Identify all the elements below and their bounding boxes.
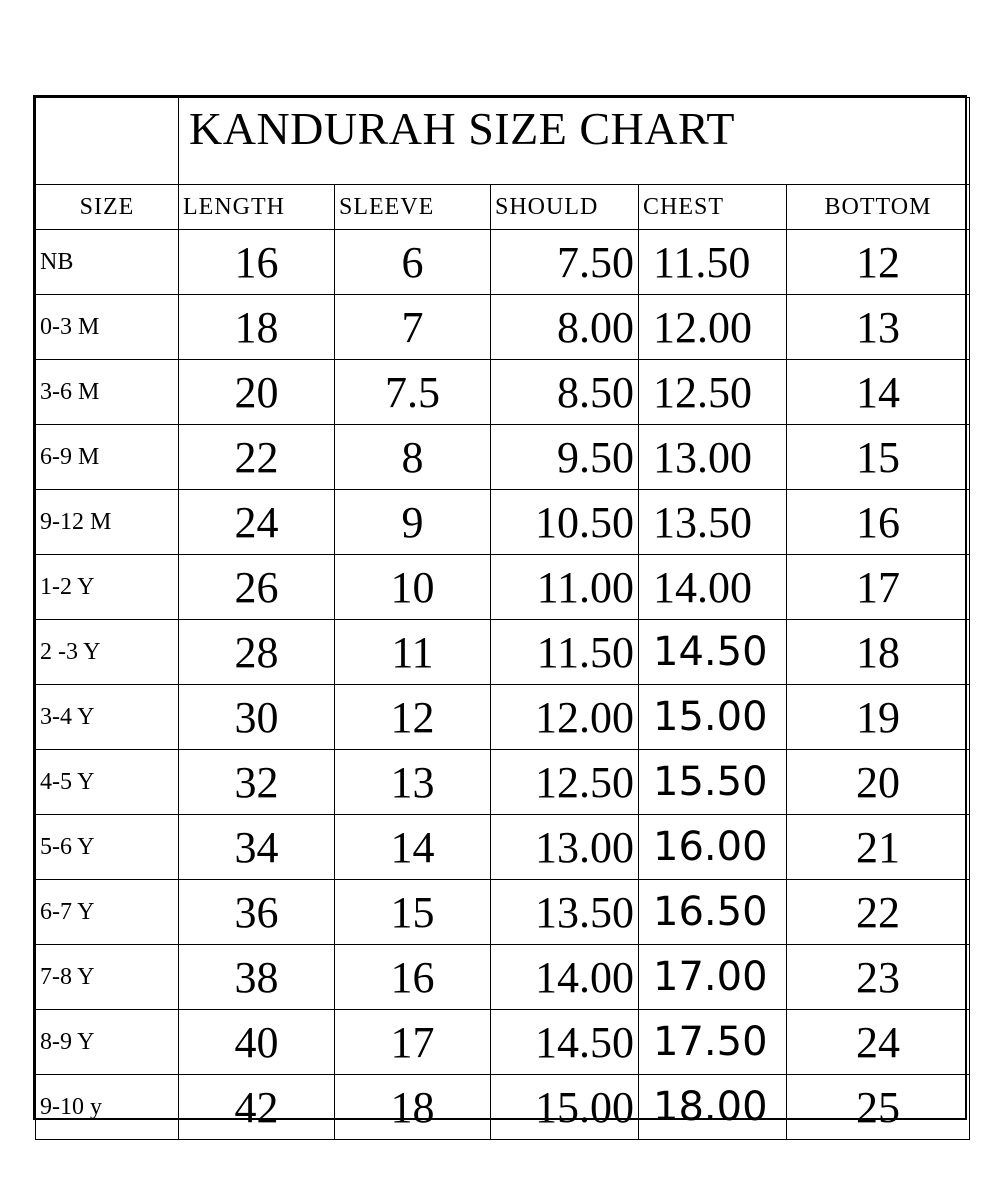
shoulder-cell: 8.50	[491, 360, 639, 425]
table-row	[36, 490, 970, 555]
length-cell: 22	[179, 425, 335, 490]
sleeve-cell: 18	[335, 1075, 491, 1140]
sleeve-cell: 11	[335, 620, 491, 685]
length-cell: 26	[179, 555, 335, 620]
chart-title: KANDURAH SIZE CHART	[179, 98, 970, 185]
length-cell: 28	[179, 620, 335, 685]
chest-cell: 12.00	[639, 295, 787, 360]
header-chest: CHEST	[639, 185, 787, 230]
length-cell: 16	[179, 230, 335, 295]
chest-cell: 17.50	[639, 1010, 787, 1075]
shoulder-cell: 13.00	[491, 815, 639, 880]
table-row	[36, 360, 970, 425]
length-cell: 20	[179, 360, 335, 425]
blank-corner-cell	[36, 98, 179, 185]
sleeve-cell: 7	[335, 295, 491, 360]
length-cell: 30	[179, 685, 335, 750]
chest-cell: 16.50	[639, 880, 787, 945]
length-cell: 38	[179, 945, 335, 1010]
header-row	[36, 185, 970, 230]
table-row	[36, 750, 970, 815]
sleeve-cell: 12	[335, 685, 491, 750]
chest-cell: 14.00	[639, 555, 787, 620]
shoulder-cell: 10.50	[491, 490, 639, 555]
bottom-cell: 16	[787, 490, 970, 555]
size-cell: 4-5 Y	[36, 750, 179, 815]
bottom-cell: 24	[787, 1010, 970, 1075]
chest-cell: 12.50	[639, 360, 787, 425]
length-cell: 24	[179, 490, 335, 555]
header-bottom: BOTTOM	[787, 185, 970, 230]
sleeve-cell: 15	[335, 880, 491, 945]
table-row	[36, 555, 970, 620]
shoulder-cell: 12.50	[491, 750, 639, 815]
bottom-cell: 18	[787, 620, 970, 685]
sleeve-cell: 10	[335, 555, 491, 620]
header-length: LENGTH	[179, 185, 335, 230]
size-chart-sheet	[33, 95, 967, 1132]
size-cell: 3-6 M	[36, 360, 179, 425]
length-cell: 34	[179, 815, 335, 880]
size-cell: 2 -3 Y	[36, 620, 179, 685]
table-row	[36, 880, 970, 945]
size-cell: 6-9 M	[36, 425, 179, 490]
bottom-cell: 20	[787, 750, 970, 815]
size-cell: 1-2 Y	[36, 555, 179, 620]
title-row	[36, 98, 970, 185]
bottom-cell: 12	[787, 230, 970, 295]
sleeve-cell: 13	[335, 750, 491, 815]
size-cell: 9-10 y	[36, 1075, 179, 1140]
chest-cell: 18.00	[639, 1075, 787, 1140]
header-shoulder: SHOULD	[491, 185, 639, 230]
table-row	[36, 230, 970, 295]
sleeve-cell: 14	[335, 815, 491, 880]
sleeve-cell: 7.5	[335, 360, 491, 425]
shoulder-cell: 11.00	[491, 555, 639, 620]
length-cell: 42	[179, 1075, 335, 1140]
table-row	[36, 425, 970, 490]
shoulder-cell: 11.50	[491, 620, 639, 685]
shoulder-cell: 15.00	[491, 1075, 639, 1140]
shoulder-cell: 12.00	[491, 685, 639, 750]
bottom-cell: 21	[787, 815, 970, 880]
size-cell: 5-6 Y	[36, 815, 179, 880]
shoulder-cell: 9.50	[491, 425, 639, 490]
shoulder-cell: 14.50	[491, 1010, 639, 1075]
size-cell: 8-9 Y	[36, 1010, 179, 1075]
bottom-cell: 22	[787, 880, 970, 945]
sleeve-cell: 8	[335, 425, 491, 490]
sleeve-cell: 16	[335, 945, 491, 1010]
shoulder-cell: 14.00	[491, 945, 639, 1010]
length-cell: 40	[179, 1010, 335, 1075]
length-cell: 18	[179, 295, 335, 360]
size-cell: NB	[36, 230, 179, 295]
bottom-cell: 25	[787, 1075, 970, 1140]
size-cell: 6-7 Y	[36, 880, 179, 945]
size-chart-table	[35, 97, 970, 1140]
header-size: SIZE	[36, 185, 179, 230]
chest-cell: 17.00	[639, 945, 787, 1010]
sleeve-cell: 17	[335, 1010, 491, 1075]
bottom-cell: 17	[787, 555, 970, 620]
sleeve-cell: 6	[335, 230, 491, 295]
size-cell: 9-12 M	[36, 490, 179, 555]
chest-cell: 13.00	[639, 425, 787, 490]
table-row	[36, 1010, 970, 1075]
size-cell: 7-8 Y	[36, 945, 179, 1010]
bottom-cell: 15	[787, 425, 970, 490]
bottom-cell: 13	[787, 295, 970, 360]
length-cell: 32	[179, 750, 335, 815]
table-row	[36, 945, 970, 1010]
shoulder-cell: 7.50	[491, 230, 639, 295]
chest-cell: 15.00	[639, 685, 787, 750]
table-row	[36, 815, 970, 880]
bottom-cell: 14	[787, 360, 970, 425]
size-cell: 3-4 Y	[36, 685, 179, 750]
table-row	[36, 295, 970, 360]
chest-cell: 16.00	[639, 815, 787, 880]
table-row	[36, 685, 970, 750]
shoulder-cell: 13.50	[491, 880, 639, 945]
size-cell: 0-3 M	[36, 295, 179, 360]
sleeve-cell: 9	[335, 490, 491, 555]
table-row	[36, 620, 970, 685]
chest-cell: 11.50	[639, 230, 787, 295]
header-sleeve: SLEEVE	[335, 185, 491, 230]
chest-cell: 13.50	[639, 490, 787, 555]
table-row	[36, 1075, 970, 1140]
length-cell: 36	[179, 880, 335, 945]
bottom-cell: 23	[787, 945, 970, 1010]
chest-cell: 14.50	[639, 620, 787, 685]
bottom-cell: 19	[787, 685, 970, 750]
chest-cell: 15.50	[639, 750, 787, 815]
shoulder-cell: 8.00	[491, 295, 639, 360]
